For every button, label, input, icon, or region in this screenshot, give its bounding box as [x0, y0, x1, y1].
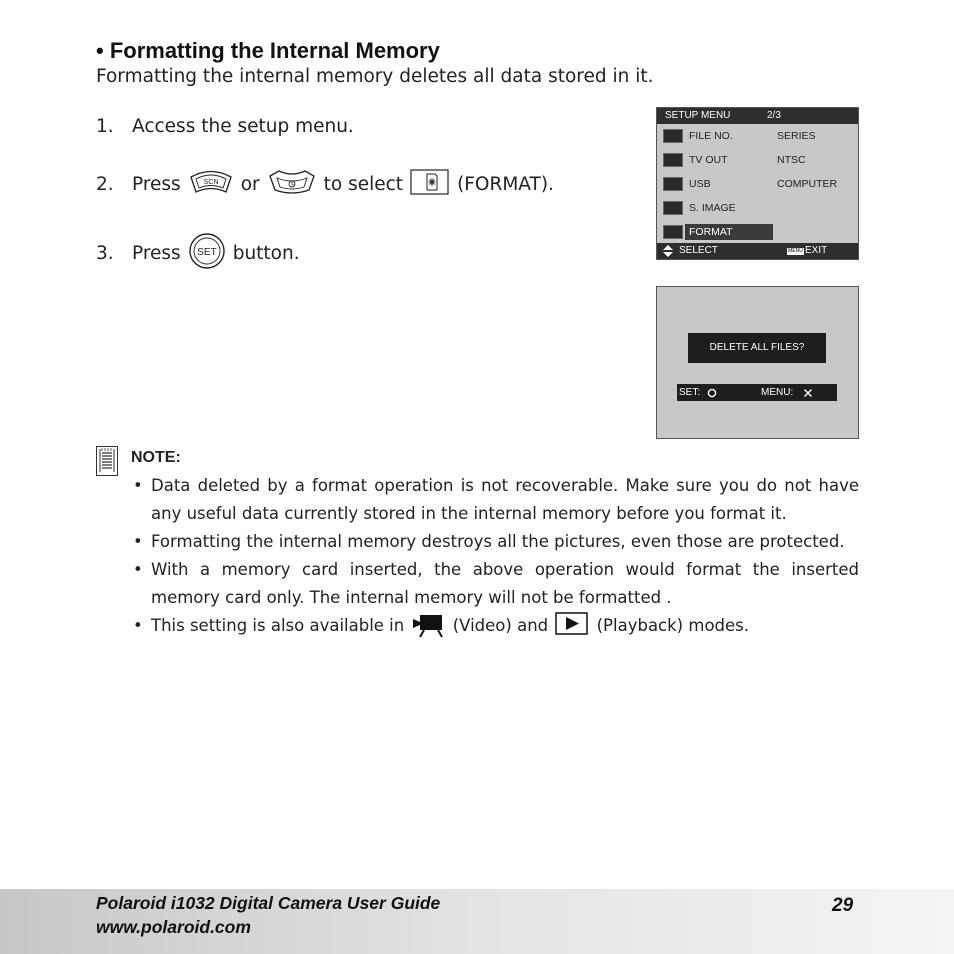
step-text-to-select: to select [323, 174, 404, 195]
scn-button-icon [188, 168, 234, 201]
set-button-label: SET [196, 247, 217, 258]
menu-row-label: FORMAT [689, 226, 733, 238]
menu-row-format [657, 224, 858, 240]
note-bullets [131, 472, 859, 640]
set-button-icon [188, 232, 226, 275]
note-icon [96, 446, 118, 476]
list-item: • Formatting the internal memory destroys all the pictures, even those are protected. [131, 528, 859, 556]
footer-title: Polaroid i1032 Digital Camera User Guide [96, 893, 441, 913]
close-icon [803, 388, 813, 398]
footer-exit-label: EXIT [805, 245, 828, 256]
bullet-text: This setting is also available in [151, 616, 405, 635]
page-number: 29 [832, 895, 854, 916]
list-item: • Data deleted by a format operation is not recoverable. Make sure you do not have any useful data currently stored in the internal memory before you format it. [131, 472, 859, 528]
format-icon [410, 169, 450, 200]
file-no-icon [663, 129, 683, 143]
step-text-press: Press [132, 243, 181, 264]
tv-out-icon [663, 153, 683, 167]
delete-confirm-screen [656, 286, 859, 439]
bullet-text: (Playback) modes. [596, 616, 750, 635]
setup-menu-footer [657, 243, 858, 259]
bullet-text: (Video) and [452, 616, 549, 635]
menu-row-value: SERIES [777, 130, 816, 142]
setup-menu-page: 2/3 [767, 110, 781, 121]
footer-select-label: SELECT [679, 245, 718, 256]
set-label: SET: [679, 387, 701, 398]
menu-row-tv-out [657, 152, 858, 168]
section-intro: Formatting the internal memory deletes all data stored in it. [96, 66, 654, 87]
note-label: NOTE: [131, 449, 181, 466]
confirm-bar [677, 384, 837, 401]
menu-row-value: NTSC [777, 154, 806, 166]
menu-row-value: COMPUTER [777, 178, 838, 190]
step-text-format: (FORMAT). [457, 174, 554, 195]
up-down-arrows-icon [662, 245, 674, 257]
menu-row-label: TV OUT [689, 154, 728, 166]
setup-menu-header [657, 108, 858, 124]
playback-mode-icon [555, 612, 589, 636]
step-1 [96, 116, 354, 137]
menu-row-label: S. IMAGE [689, 202, 736, 214]
step-text-button: button. [232, 243, 300, 264]
list-item [131, 612, 859, 640]
step-number: 3. [96, 243, 114, 264]
menu-tag-icon: MENU [788, 248, 803, 254]
step-text-press: Press [132, 174, 181, 195]
step-text-or: or [240, 174, 260, 195]
setup-menu-title: SETUP MENU [665, 110, 731, 121]
step-3 [96, 232, 300, 275]
self-timer-button-icon [267, 168, 317, 201]
menu-label: MENU: [761, 387, 794, 398]
menu-row-usb [657, 176, 858, 192]
format-icon [663, 225, 683, 239]
scn-button-label: SCN [203, 179, 219, 186]
menu-row-label: USB [689, 178, 711, 190]
video-mode-icon [411, 612, 445, 638]
step-number: 2. [96, 174, 114, 195]
menu-row-s-image [657, 200, 858, 216]
footer-url: www.polaroid.com [96, 917, 251, 937]
step-number: 1. [96, 116, 114, 137]
usb-icon [663, 177, 683, 191]
list-item: • With a memory card inserted, the above operation would format the inserted memory card only. The internal memory will not be formatted . [131, 556, 859, 612]
menu-row-file-no [657, 128, 858, 144]
step-2 [96, 168, 554, 201]
menu-row-label: FILE NO. [689, 130, 733, 142]
step-text: Access the setup menu. [132, 116, 354, 137]
section-title: • Formatting the Internal Memory [96, 38, 440, 63]
delete-dialog: DELETE ALL FILES? [688, 333, 826, 363]
setup-menu-screen [656, 107, 859, 260]
startup-image-icon [663, 201, 683, 215]
circle-icon [707, 388, 717, 398]
